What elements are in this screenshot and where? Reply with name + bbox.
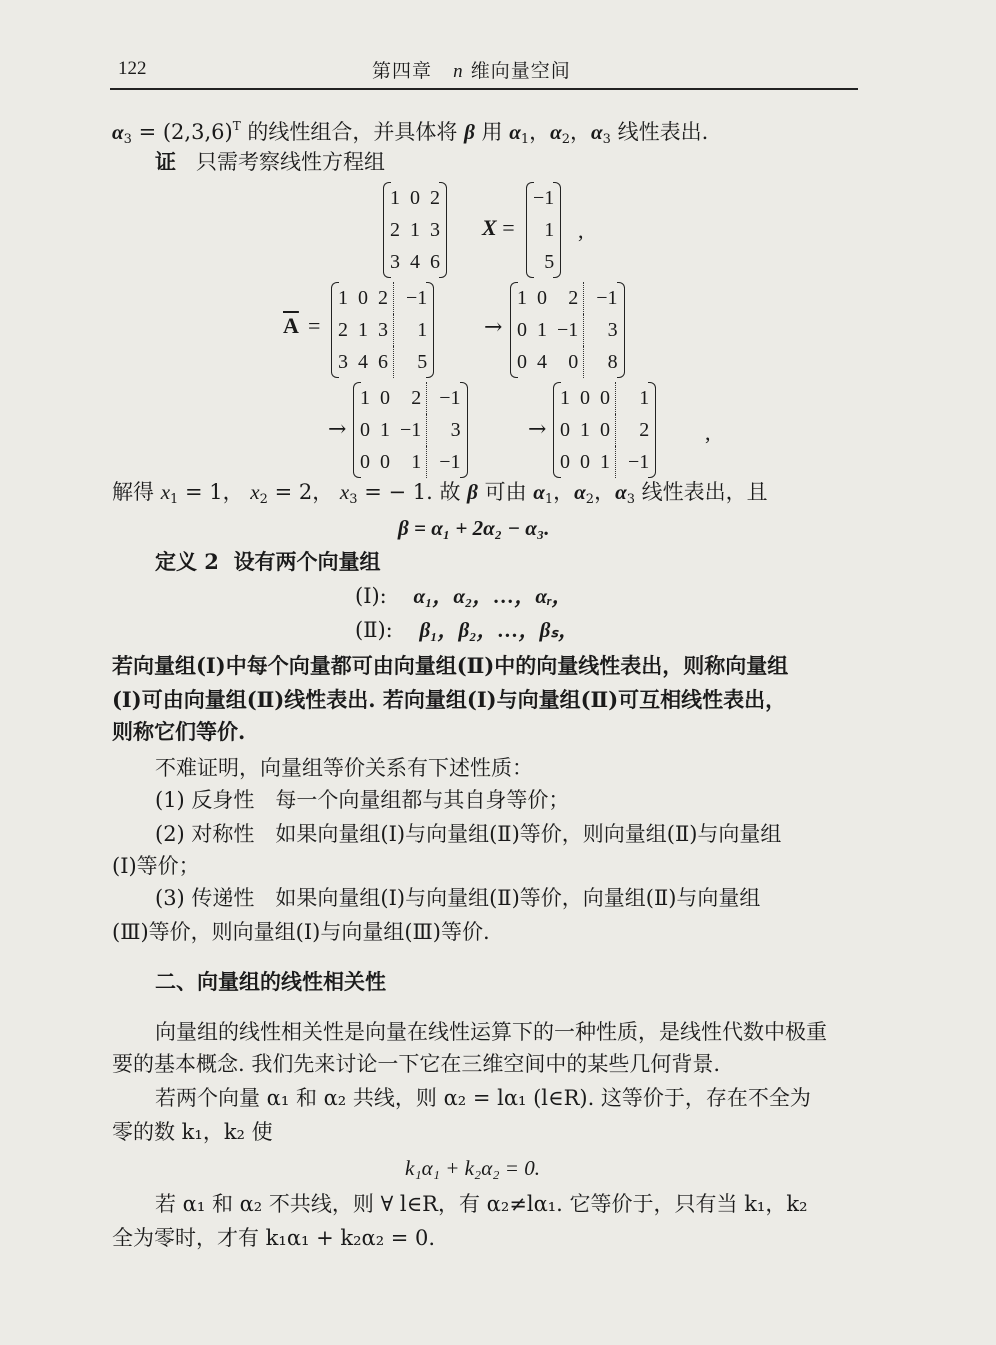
matrix-cell: 0	[537, 286, 547, 309]
para2-line2: 零的数 k₁，k₂ 使	[112, 1120, 273, 1144]
definition-heading: 定义 2 设有两个向量组	[155, 549, 381, 574]
matrix-row	[333, 346, 432, 378]
section-heading: 二、向量组的线性相关性	[155, 969, 386, 994]
matrix-cell: 1	[600, 450, 610, 473]
matrix-cell: −1	[427, 446, 466, 478]
property-2-line1: (2) 对称性 如果向量组(Ⅰ)与向量组(Ⅱ)等价，则向量组(Ⅱ)与向量组	[155, 822, 782, 846]
matrix-cell: 0	[380, 450, 390, 473]
equals: =	[308, 313, 321, 338]
matrix-cell: 6	[378, 350, 388, 373]
augmented-symbol: $\overline{A}$	[283, 313, 299, 338]
matrix-cell: 2	[390, 218, 400, 241]
matrix-cell: 1	[390, 186, 400, 209]
matrix-cell: 4	[358, 350, 368, 373]
matrix-cell: 1	[537, 318, 547, 341]
matrix-cell: 0	[360, 418, 370, 441]
page-number: 122	[118, 58, 147, 79]
matrix-row	[555, 446, 654, 478]
matrix-cell: 0	[560, 450, 570, 473]
para1-line2: 要的基本概念. 我们先来讨论一下它在三维空间中的某些几何背景.	[112, 1052, 721, 1076]
matrix-cell: 3	[427, 414, 466, 446]
augmented-matrix-4	[555, 382, 654, 478]
proof-line	[155, 146, 385, 178]
matrix-cell: 0	[517, 350, 527, 373]
chapter-title: 维向量空间	[470, 60, 571, 82]
definition-body-3: 则称它们等价.	[112, 719, 246, 744]
comma: ,	[578, 218, 584, 243]
matrix-cell: 3	[378, 318, 388, 341]
matrix-cell: −1	[533, 186, 555, 209]
solution-line: 解得 $x_1 = 1$， $x_2 = 2$， $x_3$ = − 1. 故 β 可由 $\alpha_1$，$\alpha_2$，$\alpha_3$ 线性表出，且	[112, 480, 768, 507]
group-2: (Ⅱ): β₁，β₂，…，βₛ，	[355, 618, 580, 642]
matrix-cell: 2	[378, 286, 388, 309]
matrix-cell: 3	[390, 250, 400, 273]
matrix-cell: 1	[544, 218, 555, 241]
matrix-cell: 2	[430, 186, 440, 209]
matrix-cell: 0	[580, 450, 590, 473]
matrix-row	[385, 182, 445, 214]
para2-line1: 若两个向量 α₁ 和 α₂ 共线，则 α₂ = lα₁ (l∈R). 这等价于，存在不全为	[155, 1086, 811, 1110]
matrix-row	[512, 346, 623, 378]
matrix-cell: 2	[616, 414, 655, 446]
matrix-row	[555, 414, 654, 446]
arrow: →	[484, 315, 503, 340]
property-1: (1) 反身性 每一个向量组都与其自身等价；	[155, 788, 570, 812]
augmented-matrix-3	[355, 382, 466, 478]
matrix-cell: 1	[616, 382, 655, 414]
matrix-row	[355, 414, 466, 446]
matrix-cell: 1	[394, 314, 433, 346]
matrix-row	[385, 214, 445, 246]
property-2-line2: (Ⅰ)等价；	[112, 854, 200, 878]
matrix-row	[355, 446, 466, 478]
matrix-row	[333, 282, 432, 314]
running-head	[372, 56, 571, 83]
augmented-matrix-1	[333, 282, 432, 378]
header-rule	[110, 88, 858, 90]
proof-text: 只需考察线性方程组	[196, 150, 386, 174]
matrix-row	[512, 314, 623, 346]
definition-body-1: 若向量组(Ⅰ)中每个向量都可由向量组(Ⅱ)中的向量线性表出，则称向量组	[112, 653, 789, 678]
matrix-cell: 1	[410, 218, 420, 241]
matrix-cell: 0	[380, 386, 390, 409]
group-1: (Ⅰ): α₁，α₂，…，αᵣ，	[355, 584, 573, 608]
para1-line1: 向量组的线性相关性是向量在线性运算下的一种性质，是线性代数中极重	[155, 1020, 827, 1044]
matrix-row	[385, 246, 445, 278]
matrix-cell: 6	[430, 250, 440, 273]
matrix-row	[512, 282, 623, 314]
matrix-cell: 0	[600, 386, 610, 409]
property-3-line1: (3) 传递性 如果向量组(Ⅰ)与向量组(Ⅱ)等价，向量组(Ⅱ)与向量组	[155, 886, 761, 910]
matrix-cell: 4	[537, 350, 547, 373]
matrix-cell: 3	[430, 218, 440, 241]
matrix-cell: 0	[560, 418, 570, 441]
matrix-cell: −1	[400, 418, 422, 441]
coefficient-matrix	[385, 182, 445, 278]
matrix-cell: −1	[616, 446, 655, 478]
matrix-cell: 4	[410, 250, 420, 273]
matrix-cell: 1	[380, 418, 390, 441]
matrix-cell: 1	[580, 418, 590, 441]
matrix-cell: 5	[394, 346, 433, 378]
chapter-var: n	[453, 61, 464, 82]
matrix-cell: 5	[544, 250, 555, 273]
vector-x: X =	[482, 215, 515, 240]
arrow: →	[328, 417, 347, 442]
beta-equation: β = α₁ + 2α₂ − α₃.	[398, 516, 550, 540]
matrix-cell: 3	[338, 350, 348, 373]
matrix-cell: 2	[411, 386, 422, 409]
linear-combination-eq: k₁α₁ + k₂α₂ = 0.	[405, 1156, 540, 1180]
matrix-cell: 1	[358, 318, 368, 341]
matrix-row	[555, 382, 654, 414]
matrix-cell: 1	[360, 386, 370, 409]
intro-line: $\alpha_3 = (2,3,6)^T$ 的线性组合，并具体将 β 用 $\alpha_1$，$\alpha_2$，$\alpha_3$ 线性表出.	[112, 119, 709, 147]
matrix-cell: 0	[568, 350, 579, 373]
matrix-cell: 0	[410, 186, 420, 209]
chapter-label: 第四章	[372, 60, 433, 82]
rhs-vector	[528, 182, 559, 278]
matrix-cell: 8	[584, 346, 623, 378]
definition-body-2: (Ⅰ)可由向量组(Ⅱ)线性表出. 若向量组(Ⅰ)与向量组(Ⅱ)可互相线性表出，	[112, 687, 787, 712]
proof-label: 证	[155, 149, 176, 174]
properties-intro: 不难证明，向量组等价关系有下述性质：	[155, 756, 533, 780]
matrix-row	[355, 382, 466, 414]
arrow: →	[528, 417, 547, 442]
matrix-cell: 1	[338, 286, 348, 309]
para3-line2: 全为零时，才有 k₁α₁ + k₂α₂ = 0.	[112, 1226, 436, 1250]
matrix-cell: −1	[427, 382, 466, 414]
matrix-cell: 2	[338, 318, 348, 341]
matrix-cell: 0	[358, 286, 368, 309]
augmented-matrix-2	[512, 282, 623, 378]
matrix-cell: 0	[600, 418, 610, 441]
matrix-cell: 0	[517, 318, 527, 341]
matrix-cell: 1	[411, 450, 422, 473]
property-3-line2: (Ⅲ)等价，则向量组(Ⅰ)与向量组(Ⅲ)等价.	[112, 920, 490, 944]
matrix-cell: 0	[360, 450, 370, 473]
para3-line1: 若 α₁ 和 α₂ 不共线，则 ∀ l∈R，有 α₂≠lα₁. 它等价于，只有当 k₁，k₂	[155, 1192, 808, 1216]
matrix-cell: −1	[584, 282, 623, 314]
matrix-cell: 1	[517, 286, 527, 309]
matrix-cell: 1	[560, 386, 570, 409]
matrix-cell: 3	[584, 314, 623, 346]
matrix-row	[333, 314, 432, 346]
matrix-cell: −1	[394, 282, 433, 314]
matrix-cell: 0	[580, 386, 590, 409]
matrix-cell: 2	[568, 286, 579, 309]
matrix-cell: −1	[557, 318, 579, 341]
comma: ,	[705, 420, 711, 445]
